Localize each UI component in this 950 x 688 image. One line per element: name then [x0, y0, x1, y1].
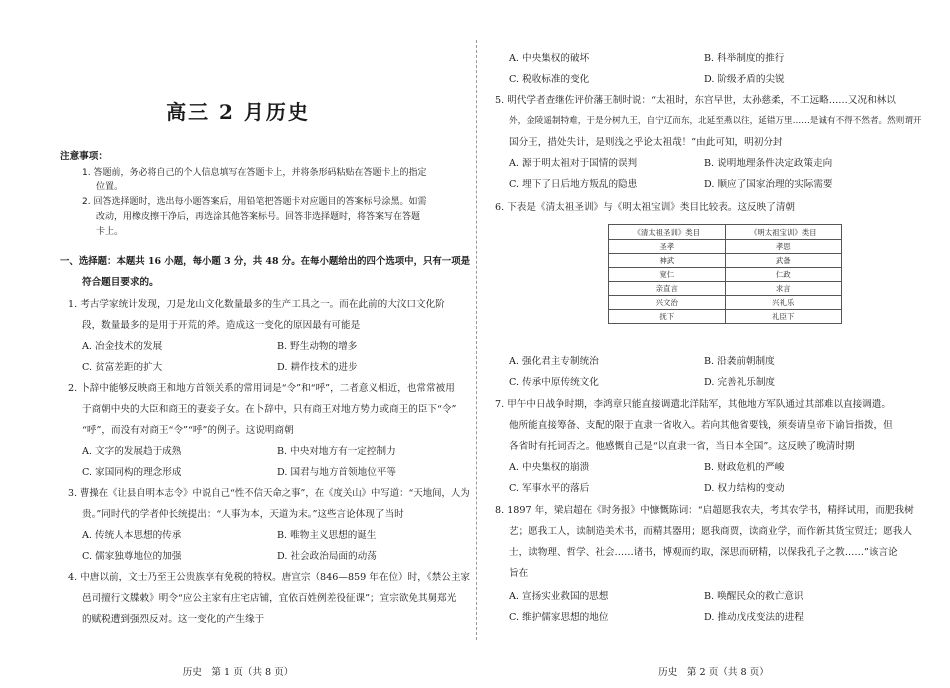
table-row [609, 310, 842, 324]
option-b: B. 财政危机的严峻 [704, 462, 785, 473]
question-text: 的赋税遭到强烈反对。这一变化的产生缘于 [82, 614, 265, 625]
question-text: 段，数量最多的是用于开荒的斧。造成这一变化的原因最有可能是 [82, 320, 361, 331]
option-d: D. 社会政治局面的动荡 [277, 551, 377, 562]
notes-heading: 注意事项： [60, 151, 108, 162]
option-b: B. 沿袭前朝制度 [704, 356, 775, 367]
option-d: D. 完善礼乐制度 [704, 377, 776, 388]
table-cell: 求言 [725, 282, 842, 296]
page-footer: 历史 第 1 页（共 8 页） [182, 667, 294, 678]
note-line: 1. 答题前，务必将自己的个人信息填写在答题卡上，并将条形码粘贴在答题卡上的指定 [82, 168, 427, 178]
question-text: 贵。”同时代的学者仲长统提出：“人事为本，天道为末。”这些言论体现了当时 [82, 509, 404, 520]
option-a: A. 强化君主专制统治 [509, 356, 599, 367]
option-c: C. 埋下了日后地方叛乱的隐患 [509, 179, 638, 190]
option-b: B. 说明地理条件决定政策走向 [704, 158, 833, 169]
question-text: 于商朝中央的大臣和商王的妻妾子女。在卜辞中，只有商王对地方势力或商王的臣下“令” [82, 404, 457, 415]
option-d: D. 国君与地方首领地位平等 [277, 467, 396, 478]
question-text: 国分王，措处失计，是则浅之乎论太祖哉！”由此可知，明初分封 [509, 137, 783, 148]
question-text: 他所能直接筹备、支配的限于直隶一省收入。若向其他省要钱，须奏请皇帝下谕旨指拨，但 [509, 420, 893, 431]
question-text: 6. 下表是《清太祖圣训》与《明太祖宝训》类目比较表。这反映了清朝 [495, 202, 796, 213]
table-cell: 武备 [725, 254, 842, 268]
question-text: 士，读物理、哲学、社会……诸书，博观而约取，深思而研精，以保我孔子之教……”该言论 [509, 547, 898, 558]
option-d: D. 阶级矛盾的尖锐 [704, 74, 785, 85]
option-a: A. 源于明太祖对于国情的误判 [509, 158, 638, 169]
question-text: 7. 甲午中日战争时期，李鸿章只能直接调遣北洋陆军，其他地方军队通过其部难以直接调遣。 [495, 399, 891, 410]
note-line: 改动，用橡皮擦干净后，再选涂其他答案标号。回答非选择题时，将答案写在答题 [96, 212, 421, 222]
page-2 [477, 0, 950, 688]
question-text: 3. 曹操在《让县自明本志令》中说自己“性不信天命之事”，在《度关山》中写道：“天地间，人为 [68, 488, 470, 499]
question-text: 邑司擅行文牒敕》明令“应公主家有庄宅店铺，宜依百姓例差役征课”；宣宗欲免其舅郑光 [82, 593, 457, 604]
option-d: D. 耕作技术的进步 [277, 362, 358, 373]
question-text: 8. 1897 年，梁启超在《时务报》中慷慨陈词：“启超愿我农夫，考其农学书，精择试用，而肥我树 [495, 505, 914, 516]
table-cell: 兴文治 [609, 296, 726, 310]
option-a: A. 中央集权的破坏 [509, 53, 590, 64]
option-b: B. 野生动物的增多 [277, 341, 358, 352]
option-a: A. 宣扬实业救国的思想 [509, 591, 609, 602]
option-c: C. 军事水平的落后 [509, 483, 590, 494]
table-row [609, 268, 842, 282]
option-d: D. 顺应了国家治理的实际需要 [704, 179, 833, 190]
table-row [609, 240, 842, 254]
table-cell: 孝思 [725, 240, 842, 254]
option-c: C. 家国同构的理念形成 [82, 467, 182, 478]
option-c: C. 维护儒家思想的地位 [509, 612, 609, 623]
table-header: 《明太祖宝训》类目 [725, 225, 842, 240]
table-header: 《清太祖圣训》类目 [609, 225, 726, 240]
table-cell: 宽仁 [609, 268, 726, 282]
option-c: C. 税收标准的变化 [509, 74, 590, 85]
question-text: 外，金陵遥制特难，于是分树九王，自宁辽而东，北延至燕以往，延错万里……是诚有不得不然者。然则谓开 [509, 116, 922, 126]
table-row [609, 282, 842, 296]
question-text: 艺；愿我工人，读制造美术书，而精其器用；愿我商贾，读商业学，而作新其货宝贸迁；愿我人 [509, 526, 912, 537]
option-b: B. 唤醒民众的救亡意识 [704, 591, 804, 602]
table-header-row [609, 225, 842, 240]
option-d: D. 推动戊戌变法的进程 [704, 612, 804, 623]
note-line: 位置。 [96, 182, 124, 192]
option-a: A. 文字的发展趋于成熟 [82, 446, 182, 457]
question-text: “呼”，而没有对商王“令”“呼”的例子。这说明商朝 [82, 425, 294, 436]
question-text: 旨在 [509, 568, 529, 579]
page-1: 高三 2 月历史 注意事项： 1. 答题前，务必将自己的个人信息填写在答题卡上，并将条形码粘贴在答题卡上的指定 位置。 2. 回答选择题时，选出每小题答案后，用铅笔把答题卡对应题目的答案标号涂黑。如需 改动，用橡皮擦干净后，再选涂其他答案标号。回答非选择题时，将答案写在答题 卡上。 一、选择题：本题共 16 小题，每小题 3 分，共 48 分。在每小题给出的四个选项中，只有一项是 符合题目要求的。 1. 考古学家统计发现，刀是龙山文化数量最多的生产工具之一。而在此前的大汶口文化阶 段，数量最多的是用于开荒的斧。造成这一变化的原因最有可能是 A. 冶金技术的发展 B. 野生动物的增多 C. 贫富差距的扩大 D. 耕作技术的进步 2. 卜辞中能够反映商王和地方首领关系的常用词是“令”和“呼”，二者意义相近，也常常被用 于商朝中央的大臣和商王的妻妾子女。在卜辞中，只有商王对地方势力或商王的臣下“令” “呼”，而没有对商王“令”“呼”的例子。这说明商朝 A. 文字的发展趋于成熟 B. 中央对地方有一定控制力 C. 家国同构的理念形成 D. 国君与地方首领地位平等 3. 曹操在《让县自明本志令》中说自己“性不信天命之事”，在《度关山》中写道：“天地间，人为 贵。”同时代的学者仲长统提出：“人事为本，天道为末。”这些言论体现了当时 A. 传统人本思想的传承 B. 唯物主义思想的诞生 C. 儒家独尊地位的加强 D. 社会政治局面的动荡 4. 中唐以前，文士乃至王公贵族享有免税的特权。唐宣宗（846—859 年在位）时，《禁公主家 邑司擅行文牒敕》明令“应公主家有庄宅店铺，宜依百姓例差役征课”；宣宗欲免其舅郑光 的赋税遭到强烈反对。这一变化的产生缘于 历史 第 1 页（共 8 页） [0, 0, 476, 688]
note-line: 2. 回答选择题时，选出每小题答案后，用铅笔把答题卡对应题目的答案标号涂黑。如需 [82, 197, 427, 207]
option-b: B. 科举制度的推行 [704, 53, 785, 64]
table-row [609, 296, 842, 310]
question-text: 2. 卜辞中能够反映商王和地方首领关系的常用词是“令”和“呼”，二者意义相近，也常常被用 [68, 383, 455, 394]
table-cell: 亲直言 [609, 282, 726, 296]
table-cell: 礼臣下 [725, 310, 842, 324]
question-text: 5. 明代学者查继佐评价藩王制时说：“太祖时，东宫早世，太孙慈柔，不工远略……又况和林以 [495, 95, 896, 106]
page-title: 高三 2 月历史 [166, 100, 310, 124]
option-a: A. 冶金技术的发展 [82, 341, 163, 352]
table-cell: 抚下 [609, 310, 726, 324]
note-line: 卡上。 [96, 227, 124, 237]
option-c: C. 传承中原传统文化 [509, 377, 599, 388]
option-d: D. 权力结构的变动 [704, 483, 785, 494]
option-b: B. 中央对地方有一定控制力 [277, 446, 396, 457]
table-cell: 仁政 [725, 268, 842, 282]
page-footer: 历史 第 2 页（共 8 页） [658, 667, 769, 678]
option-c: C. 儒家独尊地位的加强 [82, 551, 182, 562]
option-c: C. 贫富差距的扩大 [82, 362, 163, 373]
option-a: A. 中央集权的崩溃 [509, 462, 590, 473]
table-cell: 圣孝 [609, 240, 726, 254]
question-text: 1. 考古学家统计发现，刀是龙山文化数量最多的生产工具之一。而在此前的大汶口文化阶 [68, 299, 445, 310]
question-text: 各省时有托词否之。他感慨自己是“以直隶一省，当日本全国”。这反映了晚清时期 [509, 441, 855, 452]
table-cell: 神武 [609, 254, 726, 268]
question-text: 4. 中唐以前，文士乃至王公贵族享有免税的特权。唐宣宗（846—859 年在位）时，《禁公主家 [68, 572, 471, 583]
option-a: A. 传统人本思想的传承 [82, 530, 182, 541]
table-row [609, 254, 842, 268]
comparison-table [608, 224, 842, 324]
option-b: B. 唯物主义思想的诞生 [277, 530, 377, 541]
table-cell: 兴礼乐 [725, 296, 842, 310]
